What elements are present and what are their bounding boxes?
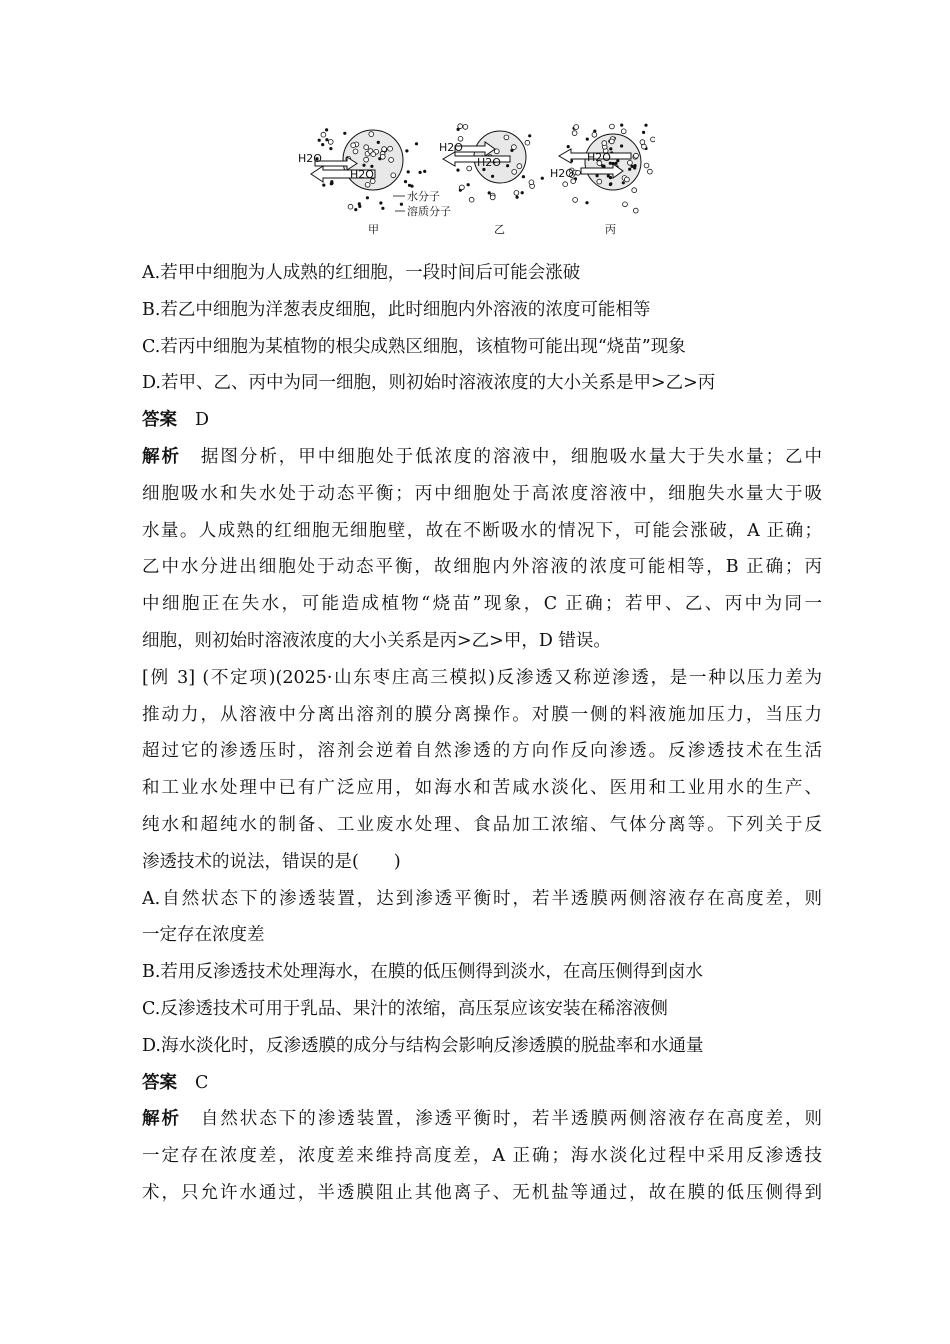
q3-stem-line-3: 超过它的渗透压时，溶剂会逆着自然渗透的方向作反向渗透。反渗透技术在生活 <box>142 741 822 762</box>
solute-molecule <box>602 141 607 146</box>
solute-molecule <box>644 163 649 168</box>
water-molecule <box>410 185 413 188</box>
q3-stem-line-2: 推动力，从溶液中分离出溶剂的膜分离操作。对膜一侧的料液施加压力，当压力 <box>142 704 822 725</box>
water-molecule <box>622 181 625 184</box>
solute-molecule <box>623 202 628 207</box>
water-molecule <box>541 177 544 180</box>
q2-option-d: D.若甲、乙、丙中为同一细胞，则初始时溶液浓度的大小关系是甲>乙>丙 <box>142 373 716 394</box>
solute-molecule <box>382 147 387 152</box>
solute-molecule <box>572 131 577 136</box>
q3-answer-value: C <box>195 1072 209 1093</box>
osmosis-figure <box>295 122 655 240</box>
solute-molecule <box>517 164 522 169</box>
water-molecule <box>633 166 636 169</box>
water-molecule <box>596 174 599 177</box>
solute-molecule <box>576 170 581 175</box>
solute-molecule <box>640 140 645 145</box>
q3-stem-line-1: [例 3] (不定项)(2025·山东枣庄高三模拟)反渗透又称逆渗透，是一种以压力差为 <box>142 667 822 688</box>
water-molecule <box>318 139 321 142</box>
label-h2o-bing-1: H2O <box>587 151 611 164</box>
solute-molecule <box>632 188 637 193</box>
solute-molecule <box>460 185 465 190</box>
solute-molecule <box>469 197 474 202</box>
q2-option-b: B.若乙中细胞为洋葱表皮细胞，此时细胞内外溶液的浓度可能相等 <box>142 299 651 320</box>
solute-molecule <box>504 135 509 140</box>
water-molecule <box>377 141 380 144</box>
solute-molecule <box>353 149 358 154</box>
q2-analysis-line-2: 细胞吸水和失水处于动态平衡；丙中细胞处于高浓度溶液中，细胞失水量大于吸 <box>142 483 822 504</box>
panel-label-yi: 乙 <box>494 223 505 236</box>
solute-molecule <box>648 169 653 174</box>
q2-answer <box>142 402 822 439</box>
q3-stem-line-5: 纯水和超纯水的制备、工业废水处理、食品加工浓缩、气体分离等。下列关于反 <box>142 814 822 835</box>
q3-analysis-line-2: 一定存在浓度差，浓度差来维持高度差，A 正确；海水淡化过程中采用反渗透技 <box>142 1146 822 1167</box>
water-molecule <box>614 162 617 165</box>
q3-option-d: D.海水淡化时，反渗透膜的成分与结构会影响反渗透膜的脱盐率和水通量 <box>142 1035 704 1056</box>
solute-molecule <box>592 132 597 137</box>
water-molecule <box>488 191 491 194</box>
solute-molecule <box>512 145 517 150</box>
solute-molecule <box>364 157 369 162</box>
solute-molecule <box>625 177 630 182</box>
solute-molecule <box>634 153 639 158</box>
water-molecule <box>407 170 410 173</box>
water-molecule <box>620 124 623 127</box>
q2-analysis-text-1: 据图分析，甲中细胞处于低浓度的溶液中，细胞吸水量大于失水量；乙中 <box>198 446 822 467</box>
q2-analysis-line-4: 乙中水分进出细胞处于动态平衡，故细胞内外溶液的浓度可能相等，B 正确；丙 <box>142 557 822 578</box>
solute-molecule <box>628 160 633 165</box>
water-molecule <box>607 174 610 177</box>
q2-analysis-line-5: 中细胞正在失水，可能造成植物“烧苗”现象，C 正确；若甲、乙、丙中为同一 <box>142 594 822 615</box>
water-molecule <box>321 143 324 146</box>
water-molecule <box>419 171 422 174</box>
solute-molecule <box>494 149 499 154</box>
water-molecule <box>322 184 325 187</box>
solute-molecule <box>573 198 578 203</box>
solute-molecule <box>597 179 602 184</box>
water-molecule <box>329 147 332 150</box>
q2-option-c: C.若丙中细胞为某植物的根尖成熟区细胞，该植物可能出现“烧苗”现象 <box>142 336 686 357</box>
panel-label-jia: 甲 <box>368 223 379 236</box>
water-molecule <box>358 202 361 205</box>
solute-molecule <box>467 166 472 171</box>
solute-molecule <box>514 191 519 196</box>
solute-molecule <box>348 204 353 209</box>
solute-molecule <box>525 140 530 145</box>
solute-molecule <box>610 124 615 129</box>
solute-molecule <box>365 182 370 187</box>
water-molecule <box>644 124 647 127</box>
solute-molecule <box>458 124 463 129</box>
q3-answer-label: 答案 <box>142 1072 177 1093</box>
legend-solute-label: 溶质分子 <box>407 205 451 218</box>
solute-molecule <box>651 137 655 142</box>
water-molecule <box>567 145 570 148</box>
solute-molecule <box>529 180 534 185</box>
q3-option-a-line-2: 一定存在浓度差 <box>142 925 265 946</box>
water-molecule <box>330 180 333 183</box>
label-h2o-jia-1: H2O <box>298 152 322 165</box>
water-molecule <box>423 170 426 173</box>
q3-analysis-line-3: 术，只允许水通过，半透膜阻止其他离子、无机盐等通过，故在膜的低压侧得到 <box>142 1182 822 1203</box>
water-molecule <box>506 164 509 167</box>
q2-analysis-line-3: 水量。人成熟的红细胞无细胞壁，故在不断吸水的情况下，可能会涨破，A 正确； <box>142 520 822 541</box>
label-h2o-jia-2: H2O <box>350 168 374 181</box>
solute-molecule <box>369 132 374 137</box>
water-molecule <box>381 207 384 210</box>
solute-molecule <box>512 170 517 175</box>
water-molecule <box>404 180 407 183</box>
q3-option-c: C.反渗透技术可用于乳品、果汁的浓缩，高压泵应该安装在稀溶液侧 <box>142 998 668 1019</box>
water-molecule <box>405 149 408 152</box>
water-molecule <box>491 175 494 178</box>
water-molecule <box>609 182 612 185</box>
solute-molecule <box>463 125 468 130</box>
q3-option-b: B.若用反渗透技术处理海水，在膜的低压侧得到淡水，在高压侧得到卤水 <box>142 962 703 983</box>
water-molecule <box>467 183 470 186</box>
q3-stem-line-4: 和工业水处理中已有广泛应用，如海水和苦咸水淡化、医用和工业用水的生产、 <box>142 778 822 799</box>
q2-answer-label: 答案 <box>142 410 177 431</box>
water-molecule <box>400 203 403 206</box>
panel-label-bing: 丙 <box>605 223 616 236</box>
q3-stem-line-6: 渗透技术的说法，错误的是( ) <box>142 851 401 872</box>
water-molecule <box>366 196 369 199</box>
q3-answer <box>142 1065 822 1102</box>
solute-molecule <box>391 173 396 178</box>
solute-molecule <box>574 125 579 130</box>
water-molecule <box>528 134 531 137</box>
water-molecule <box>586 138 589 141</box>
water-molecule <box>343 132 346 135</box>
solute-molecule <box>642 144 647 149</box>
solute-molecule <box>633 208 638 213</box>
water-molecule <box>354 208 357 211</box>
water-molecule <box>642 131 645 134</box>
label-h2o-yi-1: H2O <box>439 141 463 154</box>
q3-analysis-text-1: 自然状态下的渗透装置，渗透平衡时，若半透膜两侧溶液存在高度差，则 <box>198 1109 822 1130</box>
solute-molecule <box>621 129 626 134</box>
water-molecule <box>456 169 459 172</box>
q3-analysis-line-1 <box>142 1101 822 1138</box>
water-molecule <box>585 201 588 204</box>
water-molecule <box>325 128 328 131</box>
solute-molecule <box>321 132 326 137</box>
water-molecule <box>379 201 382 204</box>
solute-molecule <box>364 145 369 150</box>
solute-molecule <box>389 158 394 163</box>
solute-molecule <box>371 152 376 157</box>
document-body <box>142 255 822 1212</box>
water-molecule <box>362 164 365 167</box>
solute-molecule <box>380 154 385 159</box>
water-molecule <box>616 159 619 162</box>
solute-molecule <box>609 139 614 144</box>
label-h2o-bing-2: H2O <box>550 167 574 180</box>
label-h2o-yi-2: H2O <box>477 156 501 169</box>
water-molecule <box>415 142 418 145</box>
water-molecule <box>325 138 328 141</box>
water-molecule <box>628 168 631 171</box>
water-molecule <box>516 196 519 199</box>
q2-option-a: A.若甲中细胞为人成熟的红细胞，一段时间后可能会涨破 <box>142 263 581 283</box>
solute-molecule <box>490 195 495 200</box>
q2-analysis-line-6: 细胞，则初始时溶液浓度的大小关系是丙>乙>甲，D 错误。 <box>142 630 611 651</box>
water-molecule <box>521 191 524 194</box>
solute-molecule <box>351 143 356 148</box>
q3-option-a-line-1: A.自然状态下的渗透装置，达到渗透平衡时，若半透膜两侧溶液存在高度差，则 <box>142 888 822 909</box>
legend-pointers <box>393 196 405 211</box>
q3-analysis-label: 解析 <box>142 1109 181 1130</box>
q2-analysis-line-1 <box>142 439 822 476</box>
solute-molecule <box>388 146 393 151</box>
solute-molecule <box>563 182 568 187</box>
solute-molecule <box>328 140 333 145</box>
water-molecule <box>522 175 525 178</box>
water-molecule <box>620 144 623 147</box>
q2-answer-value: D <box>195 410 210 431</box>
q2-analysis-label: 解析 <box>142 446 181 467</box>
legend-water-label: 水分子 <box>407 190 440 203</box>
